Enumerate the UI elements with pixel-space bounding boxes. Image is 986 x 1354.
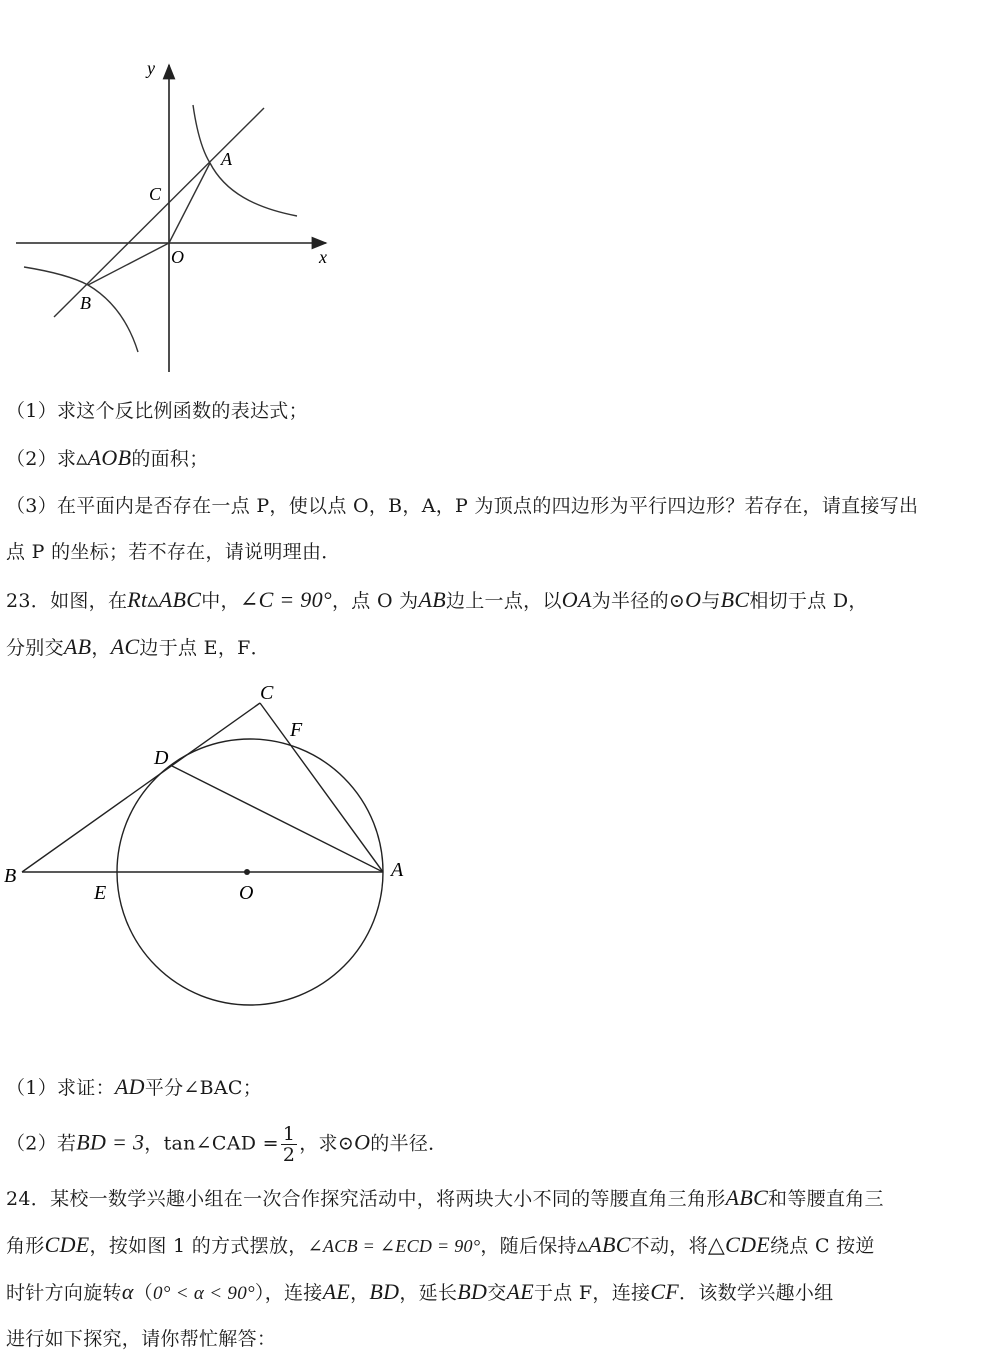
q24-l2-m3: ▵ABC bbox=[576, 1232, 631, 1257]
q24-l3-m1: α bbox=[121, 1279, 134, 1304]
q24-l3-c: ），连接 bbox=[254, 1282, 323, 1304]
q24-line3 bbox=[6, 1278, 833, 1308]
q24-l2-d: 不动，将 bbox=[630, 1235, 708, 1257]
q23-part1 bbox=[6, 1073, 262, 1102]
q23-l1-a: 23．如图，在 bbox=[6, 590, 128, 612]
q22-part2 bbox=[6, 444, 209, 473]
label-e: E bbox=[94, 882, 107, 904]
q23-p2-b: ，tan∠CAD = bbox=[144, 1132, 279, 1155]
q23-l1-m5: O bbox=[685, 587, 702, 612]
q23-p2-m1: BD = 3 bbox=[76, 1129, 145, 1155]
q23-l2-c: 边于点 E，F． bbox=[139, 637, 270, 659]
q23-l1-m2: ∠C = 90° bbox=[239, 587, 332, 612]
q23-l2-b: ， bbox=[91, 637, 111, 659]
q23-line2 bbox=[6, 633, 270, 662]
q24-l2-m4: △CDE bbox=[707, 1232, 770, 1257]
q23-l1-m4: OA bbox=[561, 587, 592, 612]
q23-l1-m6: BC bbox=[720, 587, 750, 612]
q23-l1-m3: AB bbox=[418, 587, 446, 612]
q24-l3-d: ， bbox=[350, 1282, 370, 1304]
q23-part2 bbox=[6, 1124, 447, 1165]
q22-part2-text-a: （2）求 bbox=[6, 448, 77, 470]
q23-l1-f: 与 bbox=[701, 590, 721, 612]
q24-l2-a: 角形 bbox=[6, 1235, 45, 1257]
q23-l1-c: ，点 O 为 bbox=[332, 590, 419, 612]
q23-l1-e: 为半径的⊙ bbox=[591, 590, 686, 612]
q24-l2-m2: ∠ACB = ∠ECD = 90° bbox=[307, 1236, 481, 1256]
q24-l1-m1: ABC bbox=[725, 1185, 769, 1210]
q24-l3-h: ．该数学兴趣小组 bbox=[679, 1282, 834, 1304]
label-o2: O bbox=[239, 882, 254, 904]
q23-p1-b: 平分∠BAC； bbox=[144, 1077, 263, 1099]
label-c: C bbox=[149, 184, 162, 204]
segment-bc bbox=[22, 703, 260, 872]
q24-l3-b: （ bbox=[133, 1282, 153, 1304]
q24-l2-m1: CDE bbox=[44, 1232, 90, 1257]
q23-line1 bbox=[6, 586, 868, 615]
q23-p1-m1: AD bbox=[114, 1074, 145, 1099]
q22-part1-text: （1）求这个反比例函数的表达式； bbox=[6, 400, 308, 422]
segment-ob bbox=[88, 243, 169, 285]
q22-part3-text-2: 点 P 的坐标；若不存在，请说明理由． bbox=[6, 541, 341, 563]
q24-l2-c: ，随后保持 bbox=[480, 1235, 577, 1257]
q24-l3-m2: 0° < α < 90° bbox=[152, 1283, 255, 1304]
q22-part3-line1 bbox=[6, 492, 918, 520]
segment-oa bbox=[169, 163, 210, 243]
q24-line4 bbox=[6, 1325, 276, 1353]
q23-l1-m1: Rt▵ABC bbox=[127, 587, 202, 612]
q24-l3-g: 于点 F，连接 bbox=[533, 1282, 651, 1304]
q24-line2 bbox=[6, 1231, 875, 1260]
q23-l2-m2: AC bbox=[110, 634, 140, 659]
q24-l3-m3: AE bbox=[322, 1279, 351, 1304]
q23-p2-m2: O bbox=[354, 1129, 371, 1155]
q24-l3-f: 交 bbox=[487, 1282, 507, 1304]
q22-part1 bbox=[6, 397, 308, 425]
q23-p2-d: 的半径． bbox=[370, 1132, 448, 1155]
label-o: O bbox=[171, 247, 184, 267]
fraction-one-half bbox=[281, 1124, 297, 1165]
q22-part3-line2 bbox=[6, 538, 341, 566]
q24-l1-b: 和等腰直角三 bbox=[768, 1188, 884, 1210]
label-a2: A bbox=[391, 859, 404, 881]
q22-part2-text-b: 的面积； bbox=[131, 448, 209, 470]
q24-l3-m7: CF bbox=[650, 1279, 680, 1304]
label-c2: C bbox=[260, 682, 274, 704]
hyperbola-branch-upper bbox=[193, 105, 297, 216]
figure-circle-triangle bbox=[0, 670, 430, 1015]
q24-l2-e: 绕点 C 按逆 bbox=[770, 1235, 875, 1257]
q22-part3-text-1: （3）在平面内是否存在一点 P，使以点 O，B，A，P 为顶点的四边形为平行四边形？若存在，请直接写出 bbox=[6, 495, 919, 517]
label-d: D bbox=[154, 747, 169, 769]
label-b2: B bbox=[4, 865, 17, 887]
label-y: y bbox=[147, 58, 155, 78]
segment-da bbox=[172, 766, 383, 872]
q24-l3-a: 时针方向旋转 bbox=[6, 1282, 122, 1304]
fraction-denominator: 2 bbox=[282, 1144, 296, 1166]
q24-l3-m6: AE bbox=[506, 1279, 534, 1304]
label-f: F bbox=[290, 719, 303, 741]
label-b: B bbox=[80, 293, 91, 313]
q23-p2-c: ，求⊙ bbox=[299, 1132, 355, 1155]
q24-l2-b: ，按如图 1 的方式摆放， bbox=[89, 1235, 308, 1257]
center-point-o bbox=[244, 869, 250, 875]
q24-l4: 进行如下探究，请你帮忙解答： bbox=[6, 1328, 277, 1350]
q24-l3-m5: BD bbox=[457, 1279, 488, 1304]
q23-p1-a: （1）求证： bbox=[6, 1077, 115, 1099]
q24-l3-m4: BD bbox=[369, 1279, 400, 1304]
q24-l1-a: 24．某校一数学兴趣小组在一次合作探究活动中，将两块大小不同的等腰直角三角形 bbox=[6, 1188, 726, 1210]
q23-l2-m1: AB bbox=[63, 634, 92, 659]
q24-l3-e: ，延长 bbox=[399, 1282, 458, 1304]
q23-l2-a: 分别交 bbox=[6, 637, 64, 659]
q24-line1 bbox=[6, 1184, 884, 1213]
segment-ca bbox=[260, 703, 383, 872]
q23-l1-b: 中， bbox=[201, 590, 240, 612]
label-x: x bbox=[319, 247, 327, 267]
label-a: A bbox=[221, 149, 232, 169]
figure-hyperbola-graph bbox=[0, 50, 340, 380]
line-ab bbox=[54, 108, 264, 317]
fraction-numerator: 1 bbox=[282, 1123, 296, 1145]
q22-part2-math: ▵AOB bbox=[76, 445, 132, 470]
q23-l1-g: 相切于点 D， bbox=[749, 590, 868, 612]
q23-p2-a: （2）若 bbox=[6, 1132, 77, 1155]
q23-l1-d: 边上一点，以 bbox=[445, 590, 562, 612]
